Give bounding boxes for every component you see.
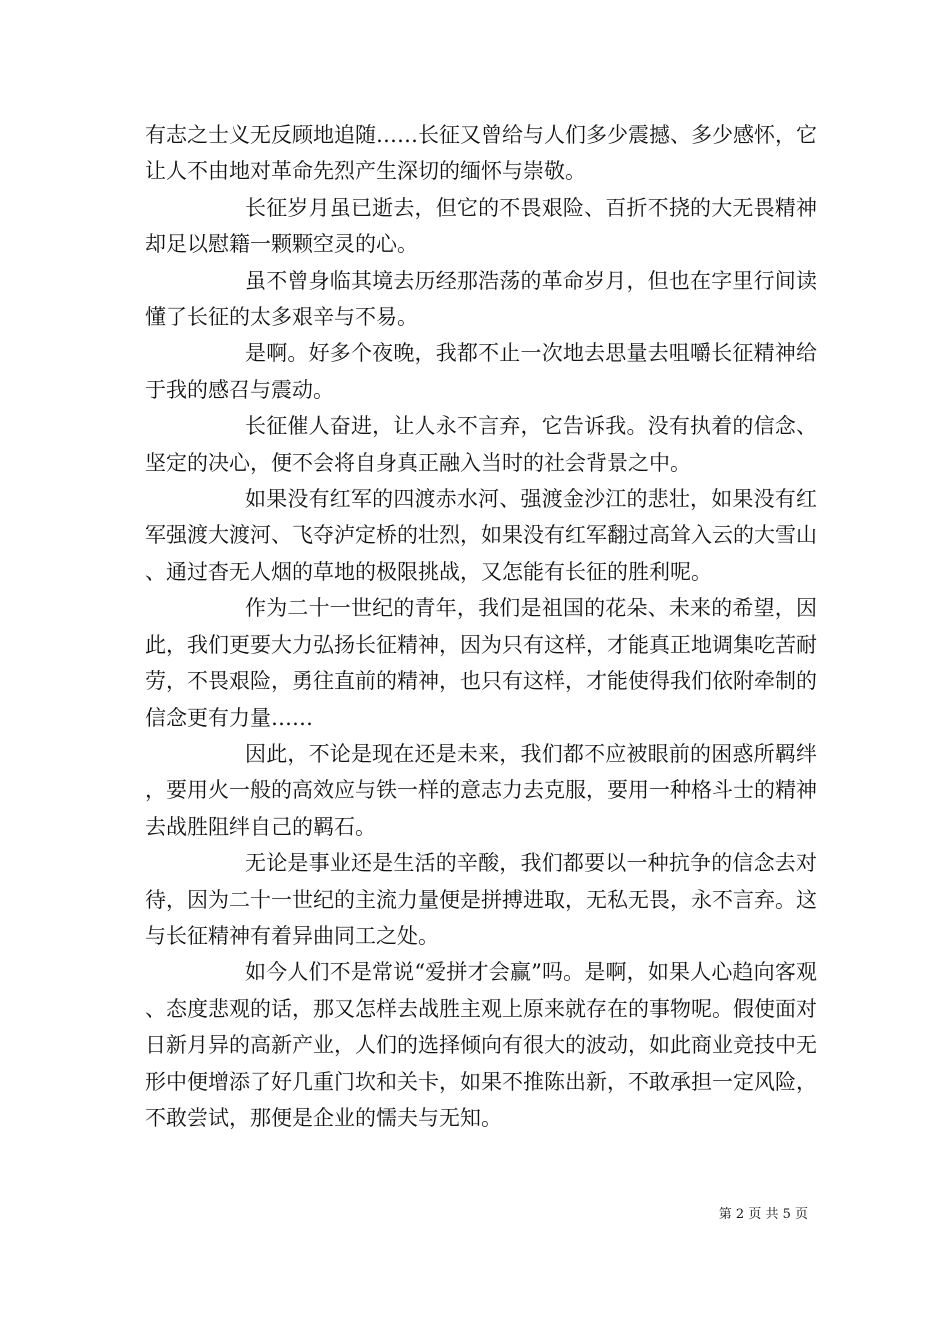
paragraph-8: 因此，不论是现在还是未来，我们都不应被眼前的困惑所羁绊，要用火一般的高效应与铁一样的意志力去克服，要用一种格斗士的精神去战胜阻绊自己的羁石。 [145,741,817,839]
page-number-footer: 第 2 页 共 5 页 [718,1207,808,1222]
paragraph-7: 作为二十一世纪的青年，我们是祖国的花朵、未来的希望，因此，我们更要大力弘扬长征精神，因为只有这样，才能真正地调集吃苦耐劳，不畏艰险，勇往直前的精神，也只有这样，才能使得我们依附牵制的信念更有力量…… [145,596,817,730]
paragraph-5: 长征催人奋进，让人永不言弃，它告诉我。没有执着的信念、坚定的决心，便不会将自身真正融入当时的社会背景之中。 [145,414,817,475]
paragraph-2: 长征岁月虽已逝去，但它的不畏艰险、百折不挠的大无畏精神却足以慰籍一颗颗空灵的心。 [145,195,817,257]
paragraph-9: 无论是事业还是生活的辛酸，我们都要以一种抗争的信念去对待，因为二十一世纪的主流力量便是拼搏进取，无私无畏，永不言弃。这与长征精神有着异曲同工之处。 [145,851,817,948]
paragraph-3: 虽不曾身临其境去历经那浩荡的革命岁月，但也在字里行间读懂了长征的太多艰辛与不易。 [145,268,817,330]
paragraph-4: 是啊。好多个夜晚，我都不止一次地去思量去咀嚼长征精神给于我的感召与震动。 [145,341,817,402]
paragraph-10: 如今人们不是常说“爱拼才会赢”吗。是啊，如果人心趋向客观、态度悲观的话，那又怎样去战胜主观上原来就存在的事物呢。假使面对日新月异的高新产业，人们的选择倾向有很大的波动，如此商业竞技中无形中便增添了好几重门坎和关卡，如果不推陈出新，不敢承担一定风险，不敢尝试，那便是企业的懦夫与无知。 [145,960,817,1130]
document-body [145,117,817,1136]
paragraph-6: 如果没有红军的四渡赤水河、强渡金沙江的悲壮，如果没有红军强渡大渡河、飞夺泸定桥的壮烈，如果没有红军翻过高耸入云的大雪山、通过杳无人烟的草地的极限挑战，又怎能有长征的胜利呢。 [145,487,817,584]
paragraph-1: 有志之士义无反顾地追随……长征又曾给与人们多少震撼、多少感怀，它让人不由地对革命先烈产生深切的缅怀与崇敬。 [145,123,817,184]
